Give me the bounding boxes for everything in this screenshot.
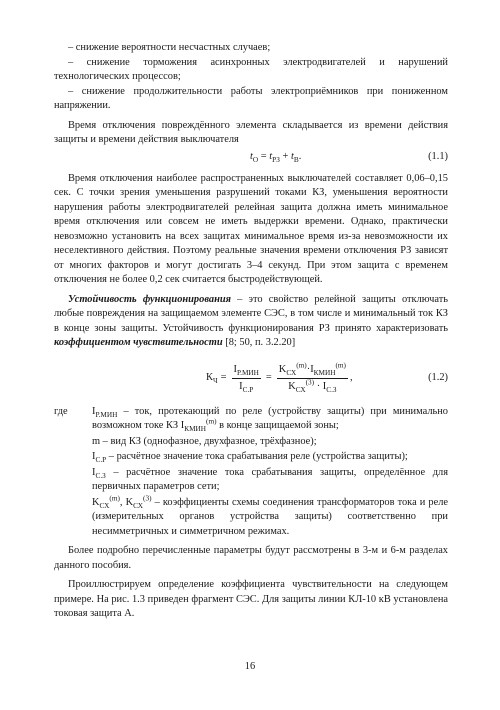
definition-protection-pickup: $I_{С.З}$ – расчётное значение тока срабатывания защиты, определённое для первичных параметров сети; <box>92 466 448 492</box>
definition-scheme-coefficients: $K_{СХ}^{(m)}$, $K_{СХ}^{(3)}$ – коэффициенты схемы соединения трансформаторов тока и реле (измерительных органов устройства защиты) соответственно при несимметричных и симметричном режимах. <box>92 494 449 537</box>
formula-1-1 <box>54 149 448 167</box>
equation-number: (1.2) <box>428 371 448 383</box>
fraction-scheme-coefficients: $\frac{K_{СХ}^{(m)}\cdot I_{КМИН}^{(m)}}{K_{СХ}^{(3)} \cdot I_{С.З}}$ <box>278 361 346 395</box>
bullet-item: – снижение вероятности несчастных случаев; <box>68 42 271 53</box>
paragraph-switch-duration: Время отключения наиболее распространенных выключателей составляет 0,06–0,15 сек. С точки зрения уменьшения разрушений токами КЗ, уменьшения вероятности нарушения работы электродвигателей релейная защита должна иметь минимальное время отключения или совсем не иметь выдержки времени. Однако, практически невозможно установить на всех защитах минимальное время из-за невозможности их неселективного действия. Поэтому реальные значения времени отключения РЗ зависят от многих факторов и могут достигать 3–4 секунд. При этом защита с временем отключения не более 0,2 сек считается быстродействующей. <box>54 172 448 285</box>
definitions-block <box>54 405 448 540</box>
paragraph-parameters-note: Более подробно перечисленные параметры будут рассмотрены в 3-м и 6-м разделах данного пособия. <box>54 545 448 571</box>
formula-1-2 <box>54 357 448 401</box>
definition-fault-type: m – вид КЗ (однофазное, двухфазное, трёхфазное); <box>92 435 317 447</box>
term-sensitivity: коэффициентом чувствительности <box>54 337 223 348</box>
fraction-relay-current: $\frac{I_{Р.МИН}}{I_{С.Р}}$ <box>233 363 259 395</box>
bullet-item: – снижение торможения асинхронных электродвигателей и нарушений технологических процессов; <box>54 56 448 82</box>
page-body <box>54 41 448 622</box>
definition-relay-pickup: $I_{С.Р}$ – расчётное значение тока срабатывания реле (устройства защиты); <box>92 451 408 465</box>
paragraph-example-intro: Проиллюстрируем определение коэффициента чувствительности на следующем примере. На рис. 1.3 приведен фрагмент СЭС. Для защиты линии КЛ-10 кВ установлена токовая защита А. <box>54 579 448 619</box>
where-label: где <box>54 405 68 417</box>
formula-1-1-expression: $t_О = t_{РЗ} + t_В$. <box>250 150 302 164</box>
formula-1-2-expression: $К_Ч$ = $\frac{I_{Р.МИН}}{I_{С.Р}}$ = $\frac{K_{СХ}^{(m)}\cdot I_{КМИН}^{(m)}}{K_{СХ}^{(3)} \cdot I_{С.З}}$ , <box>206 361 353 395</box>
definition-relay-min-current: $I_{Р.МИН}$ – ток, протекающий по реле (устройству защиты) при минимально возможном токе КЗ $I_{КМИН}^{(m)}$ в конце защищаемой зоны; <box>92 405 448 434</box>
bullet-item: – снижение продолжительности работы электроприёмников при пониженном напряжении. <box>54 85 448 111</box>
term-stability: Устойчивость функционирования <box>68 293 231 305</box>
paragraph-switch-time: Время отключения повреждённого элемента складывается из времени действия защиты и времени действия выключателя <box>54 119 448 145</box>
page-number: 16 <box>244 661 256 672</box>
paragraph-stability: Устойчивость функционирования – это свойство релейной защиты отключать любые повреждения на защищаемом элементе СЭС, в том числе и минимальный ток КЗ в конце зоны защиты. Устойчивость функционирования РЗ принято характеризовать коэффициентом чувствительности [8; 50, п. 3.2.20] <box>54 293 448 348</box>
equation-number: (1.1) <box>428 150 448 162</box>
